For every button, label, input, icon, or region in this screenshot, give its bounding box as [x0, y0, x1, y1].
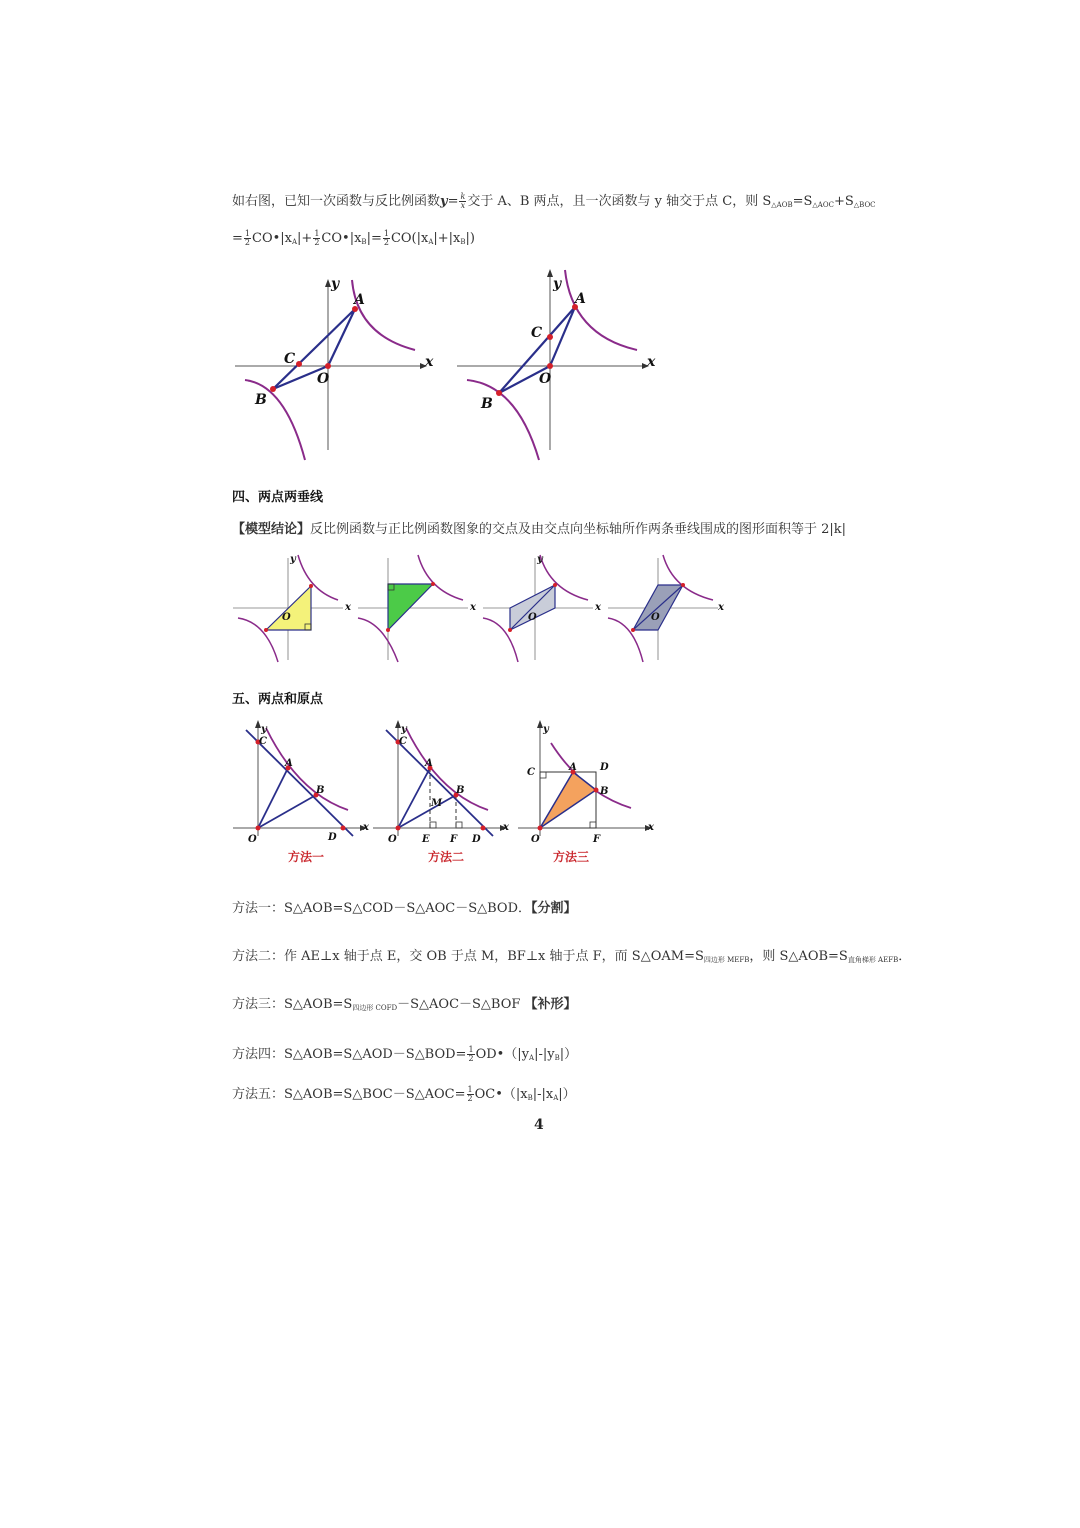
sub-boc: △BOC [853, 201, 876, 209]
fig2-diagram-3 [483, 554, 602, 662]
right-angle-mark [456, 822, 462, 828]
label-b: B [255, 392, 267, 408]
hyperbola [266, 728, 348, 810]
point-o [547, 363, 553, 369]
point-b [594, 788, 599, 793]
half-1-num: 1 [244, 229, 250, 238]
half-2 [313, 230, 320, 247]
point-o [396, 826, 401, 831]
label-a: A [425, 758, 433, 769]
eq-s: =S [792, 194, 813, 209]
label-y: y [290, 554, 296, 565]
formula-plus: |+ [297, 231, 313, 246]
label-b: B [481, 396, 493, 412]
method-5-rest: OC•（|x [474, 1087, 528, 1102]
label-c: C [531, 325, 543, 341]
method-2-text: 作 AE⊥x 轴于点 E，交 OB 于点 M，BF⊥x 轴于点 F，而 S△OAM=S [284, 949, 704, 964]
method-3-text: S△AOB=S [284, 997, 353, 1012]
intro-text-1: 如右图，已知一次函数与反比例函数 [232, 194, 441, 209]
hyperbola [406, 728, 488, 810]
method-5-sub-a: A [553, 1094, 559, 1102]
figure-3 [228, 718, 668, 870]
model-text: 反比例函数与正比例函数图象的交点及由交点向坐标轴所作两条垂线围成的图形面积等于 2|k| [310, 522, 847, 537]
label-b: B [600, 786, 609, 797]
point-c [547, 334, 553, 340]
half-den: 2 [468, 1054, 474, 1063]
method-2-mid: ，则 S△AOB=S [749, 949, 848, 964]
label-x: x [648, 822, 654, 833]
point-b [270, 386, 276, 392]
method-4-half [467, 1046, 474, 1063]
half-1-den: 2 [244, 238, 250, 247]
label-y: y [331, 276, 340, 292]
section-4-title: 四、两点两垂线 [232, 490, 324, 505]
point-d [341, 826, 346, 831]
label-y: y [401, 724, 407, 735]
figure-2 [228, 550, 728, 668]
label-f: F [450, 834, 458, 845]
intro-text-2: 交于 A、B 两点，且一次函数与 y 轴交于点 C，则 S [467, 194, 772, 209]
point-o [325, 363, 331, 369]
label-o: O [531, 834, 540, 845]
label-c: C [259, 736, 267, 747]
sub-b: B [361, 238, 367, 246]
frac-k: k [460, 192, 466, 201]
method-4-sub-a: A [529, 1054, 535, 1062]
orange-triangle [540, 772, 596, 828]
method-4-sub-b: B [554, 1054, 560, 1062]
fig3-method-3 [518, 720, 655, 864]
formula-eq: = [232, 231, 243, 246]
label-e: E [422, 834, 430, 845]
point-o [256, 826, 261, 831]
sub-b-2: B [460, 238, 466, 246]
point [553, 583, 557, 587]
label-x: x [345, 602, 351, 613]
method-2 [232, 945, 911, 965]
label-x: x [470, 602, 476, 613]
label-d: D [472, 834, 481, 845]
frac-x: x [460, 201, 466, 210]
label-c: C [284, 351, 296, 367]
co-xb: CO•|x [321, 231, 362, 246]
func-eq: = [447, 194, 459, 209]
half-2-den: 2 [314, 238, 320, 247]
method-5 [232, 1083, 576, 1103]
hyperbola-branch-1 [565, 270, 637, 350]
line-oa [550, 307, 575, 366]
label-b: B [316, 785, 325, 796]
label-x: x [503, 822, 509, 833]
fig2-diagram-2 [358, 555, 477, 662]
fig3-method-1 [233, 720, 370, 864]
sum-mid: |+|x [433, 231, 461, 246]
sub-a: A [291, 238, 298, 246]
label-c: C [399, 736, 407, 747]
point-o [538, 826, 543, 831]
half-3 [383, 230, 390, 247]
label-d: D [328, 832, 337, 843]
right-angle-mark [430, 822, 436, 828]
label-o: O [388, 834, 397, 845]
point [431, 582, 435, 586]
method-4-label: 方法四： [232, 1047, 285, 1062]
method-2-sub-2: 直角梯形 AEFB [847, 956, 899, 964]
method-1-tag: 【分割】 [531, 901, 577, 916]
point-b [496, 390, 502, 396]
label-y: y [261, 724, 267, 735]
right-angle-mark [540, 772, 546, 778]
label-o: O [539, 371, 552, 387]
point [309, 584, 313, 588]
half-1 [244, 230, 251, 247]
point [681, 583, 685, 587]
point [264, 628, 268, 632]
page-number: 4 [534, 1117, 544, 1133]
label-x: x [595, 602, 601, 613]
co-sum: CO(|x [390, 231, 429, 246]
method-3 [232, 993, 577, 1013]
method-3-sub: 四边形 COFD [352, 1004, 398, 1012]
label-f: F [593, 834, 601, 845]
point-d [481, 826, 486, 831]
method-5-label: 方法五： [232, 1087, 285, 1102]
label-x: x [647, 354, 656, 370]
line-oa [328, 309, 355, 366]
caption-method-2: 方法二 [428, 850, 465, 864]
intro-line [232, 190, 876, 210]
sub-a-2: A [428, 238, 434, 246]
label-y: y [543, 724, 549, 735]
method-1-text: S△AOB=S△COD－S△AOC－S△BOD． [284, 901, 532, 916]
fig3-method-2 [373, 720, 510, 864]
method-2-sub-1: 四边形 MEFB [703, 956, 750, 964]
method-2-end: ． [898, 949, 912, 964]
line-ab [499, 307, 575, 393]
fig1-diagram-left [235, 276, 434, 460]
label-o: O [282, 612, 291, 623]
half-num: 1 [468, 1045, 474, 1054]
sub-aoc: △AOC [812, 201, 834, 209]
point [508, 628, 512, 632]
fig1-diagram-right [457, 269, 656, 460]
half-den: 2 [467, 1094, 473, 1103]
green-triangle [388, 584, 433, 630]
fig2-diagram-1 [233, 554, 352, 662]
method-5-end: |） [558, 1087, 576, 1102]
method-1 [232, 897, 577, 916]
point [631, 628, 635, 632]
label-a: A [354, 292, 365, 308]
hyperbola-branch-3 [245, 380, 305, 460]
figure-1 [225, 265, 675, 470]
line-ab [273, 309, 355, 389]
label-y: y [553, 276, 562, 292]
caption-method-1: 方法一 [288, 850, 325, 864]
plus-s: +S [833, 194, 854, 209]
caption-method-3: 方法三 [553, 850, 590, 864]
label-o: O [317, 371, 330, 387]
half-num: 1 [467, 1085, 473, 1094]
method-4-text: S△AOB=S△AOD－S△BOD= [284, 1047, 467, 1062]
method-4 [232, 1043, 577, 1063]
method-5-mid: |-|x [532, 1087, 554, 1102]
method-4-end: |） [559, 1047, 578, 1062]
sub-aob: △AOB [771, 201, 793, 209]
label-m: M [431, 798, 443, 809]
formula-end-eq: |= [366, 231, 382, 246]
formula-line [232, 230, 475, 247]
method-5-text: S△AOB=S△BOC－S△AOC= [284, 1087, 466, 1102]
co-xa: CO•|x [252, 231, 292, 246]
label-b: B [456, 785, 465, 796]
point-c [296, 361, 302, 367]
label-y: y [537, 554, 543, 565]
method-5-half [467, 1086, 474, 1103]
half-3-den: 2 [383, 238, 389, 247]
formula-close: |) [465, 231, 475, 246]
method-3-rest: －S△AOC－S△BOF [397, 997, 521, 1012]
model-tag: 【模型结论】 [232, 522, 311, 537]
label-a: A [575, 291, 586, 307]
label-x: x [718, 602, 724, 613]
func-frac [459, 193, 466, 210]
method-5-sub-b: B [527, 1094, 533, 1102]
method-3-label: 方法三： [232, 997, 285, 1012]
method-4-mid: |-|y [534, 1047, 555, 1062]
method-2-label: 方法二： [232, 949, 285, 964]
label-o: O [528, 612, 537, 623]
section-5-title: 五、两点和原点 [232, 692, 324, 707]
hyperbola-branch-1 [352, 280, 415, 350]
point [386, 628, 390, 632]
half-3-num: 1 [383, 229, 389, 238]
func-y: y [440, 194, 448, 209]
fig2-diagram-4 [608, 555, 725, 662]
label-x: x [363, 822, 369, 833]
label-o: O [248, 834, 257, 845]
right-angle-mark [590, 822, 596, 828]
half-2-num: 1 [314, 229, 320, 238]
method-4-rest: OD•（|y [475, 1047, 530, 1062]
label-d: D [600, 762, 609, 773]
label-a: A [569, 762, 577, 773]
label-a: A [285, 758, 293, 769]
method-3-tag: 【补形】 [524, 997, 577, 1012]
label-o: O [651, 612, 660, 623]
method-1-label: 方法一： [232, 901, 285, 916]
label-x: x [425, 354, 434, 370]
model-conclusion [232, 518, 846, 537]
label-c: C [527, 767, 535, 778]
